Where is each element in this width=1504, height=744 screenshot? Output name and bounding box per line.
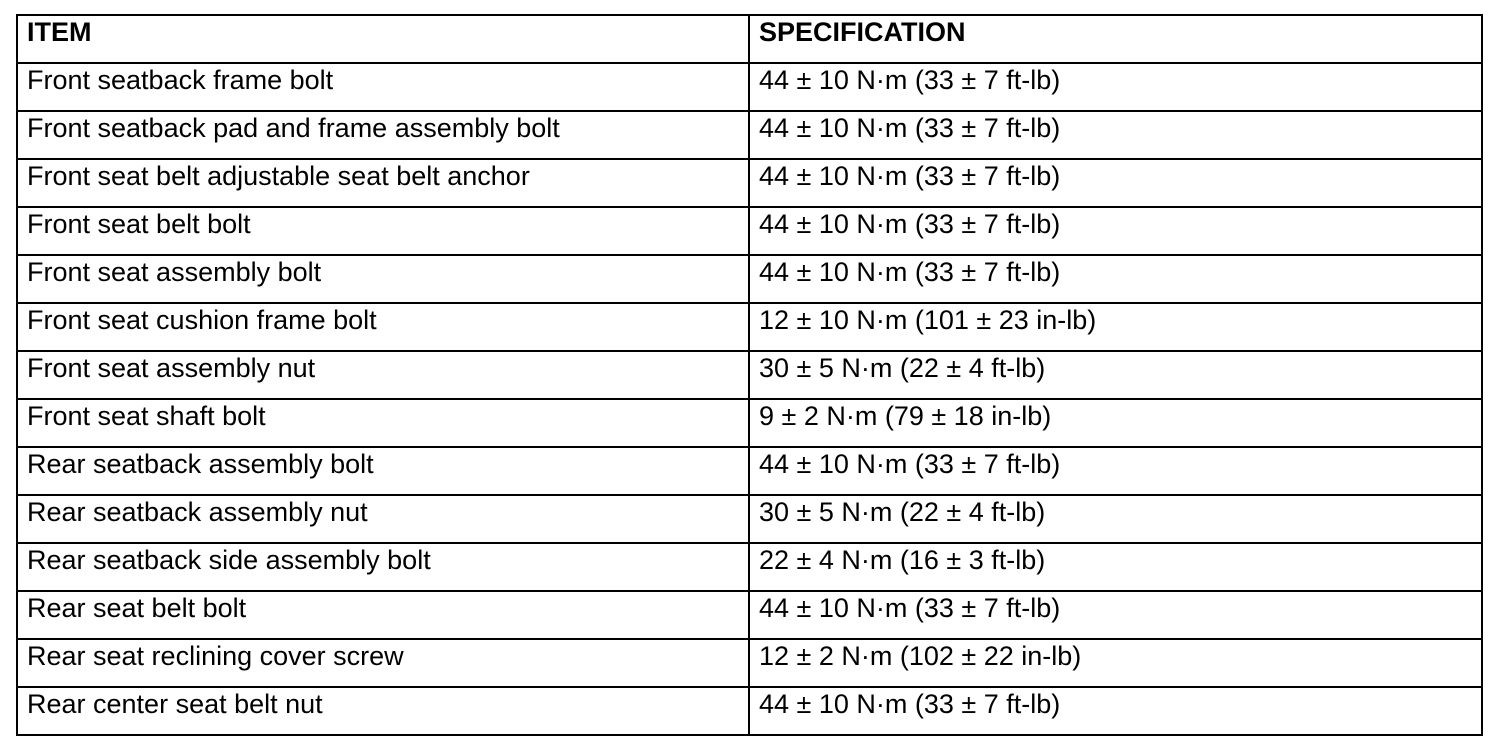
- specification-cell: 44 ± 10 N·m (33 ± 7 ft-lb): [749, 159, 1482, 207]
- specification-cell: 12 ± 10 N·m (101 ± 23 in-lb): [749, 303, 1482, 351]
- item-cell: Rear seatback side assembly bolt: [17, 543, 749, 591]
- specification-cell: 30 ± 5 N·m (22 ± 4 ft-lb): [749, 495, 1482, 543]
- specification-table: [16, 14, 1483, 736]
- specification-cell: 44 ± 10 N·m (33 ± 7 ft-lb): [749, 207, 1482, 255]
- table-header: [17, 15, 1482, 63]
- item-cell: Front seat shaft bolt: [17, 399, 749, 447]
- item-cell: Front seatback frame bolt: [17, 63, 749, 111]
- item-cell: Front seat cushion frame bolt: [17, 303, 749, 351]
- item-cell: Front seat assembly bolt: [17, 255, 749, 303]
- table-row: [17, 543, 1482, 591]
- table-row: [17, 591, 1482, 639]
- item-cell: Rear seat reclining cover screw: [17, 639, 749, 687]
- header-specification: SPECIFICATION: [749, 15, 1482, 63]
- header-row: [17, 15, 1482, 63]
- header-item: ITEM: [17, 15, 749, 63]
- table-row: [17, 351, 1482, 399]
- item-cell: Front seat belt adjustable seat belt anchor: [17, 159, 749, 207]
- specification-cell: 44 ± 10 N·m (33 ± 7 ft-lb): [749, 591, 1482, 639]
- specification-cell: 44 ± 10 N·m (33 ± 7 ft-lb): [749, 111, 1482, 159]
- table-row: [17, 399, 1482, 447]
- table-row: [17, 207, 1482, 255]
- table-row: [17, 63, 1482, 111]
- item-cell: Rear seat belt bolt: [17, 591, 749, 639]
- table-row: [17, 495, 1482, 543]
- specification-cell: 30 ± 5 N·m (22 ± 4 ft-lb): [749, 351, 1482, 399]
- table-row: [17, 303, 1482, 351]
- specification-cell: 44 ± 10 N·m (33 ± 7 ft-lb): [749, 447, 1482, 495]
- specification-cell: 44 ± 10 N·m (33 ± 7 ft-lb): [749, 255, 1482, 303]
- item-cell: Front seatback pad and frame assembly bolt: [17, 111, 749, 159]
- table-row: [17, 447, 1482, 495]
- item-cell: Rear seatback assembly bolt: [17, 447, 749, 495]
- table-row: [17, 687, 1482, 735]
- item-cell: Front seat assembly nut: [17, 351, 749, 399]
- table-row: [17, 159, 1482, 207]
- specification-cell: 44 ± 10 N·m (33 ± 7 ft-lb): [749, 687, 1482, 735]
- item-cell: Rear center seat belt nut: [17, 687, 749, 735]
- specification-cell: 22 ± 4 N·m (16 ± 3 ft-lb): [749, 543, 1482, 591]
- specification-cell: 9 ± 2 N·m (79 ± 18 in-lb): [749, 399, 1482, 447]
- item-cell: Rear seatback assembly nut: [17, 495, 749, 543]
- table-row: [17, 111, 1482, 159]
- table-row: [17, 255, 1482, 303]
- specification-cell: 12 ± 2 N·m (102 ± 22 in-lb): [749, 639, 1482, 687]
- item-cell: Front seat belt bolt: [17, 207, 749, 255]
- table-body: [17, 63, 1482, 735]
- specification-cell: 44 ± 10 N·m (33 ± 7 ft-lb): [749, 63, 1482, 111]
- table-row: [17, 639, 1482, 687]
